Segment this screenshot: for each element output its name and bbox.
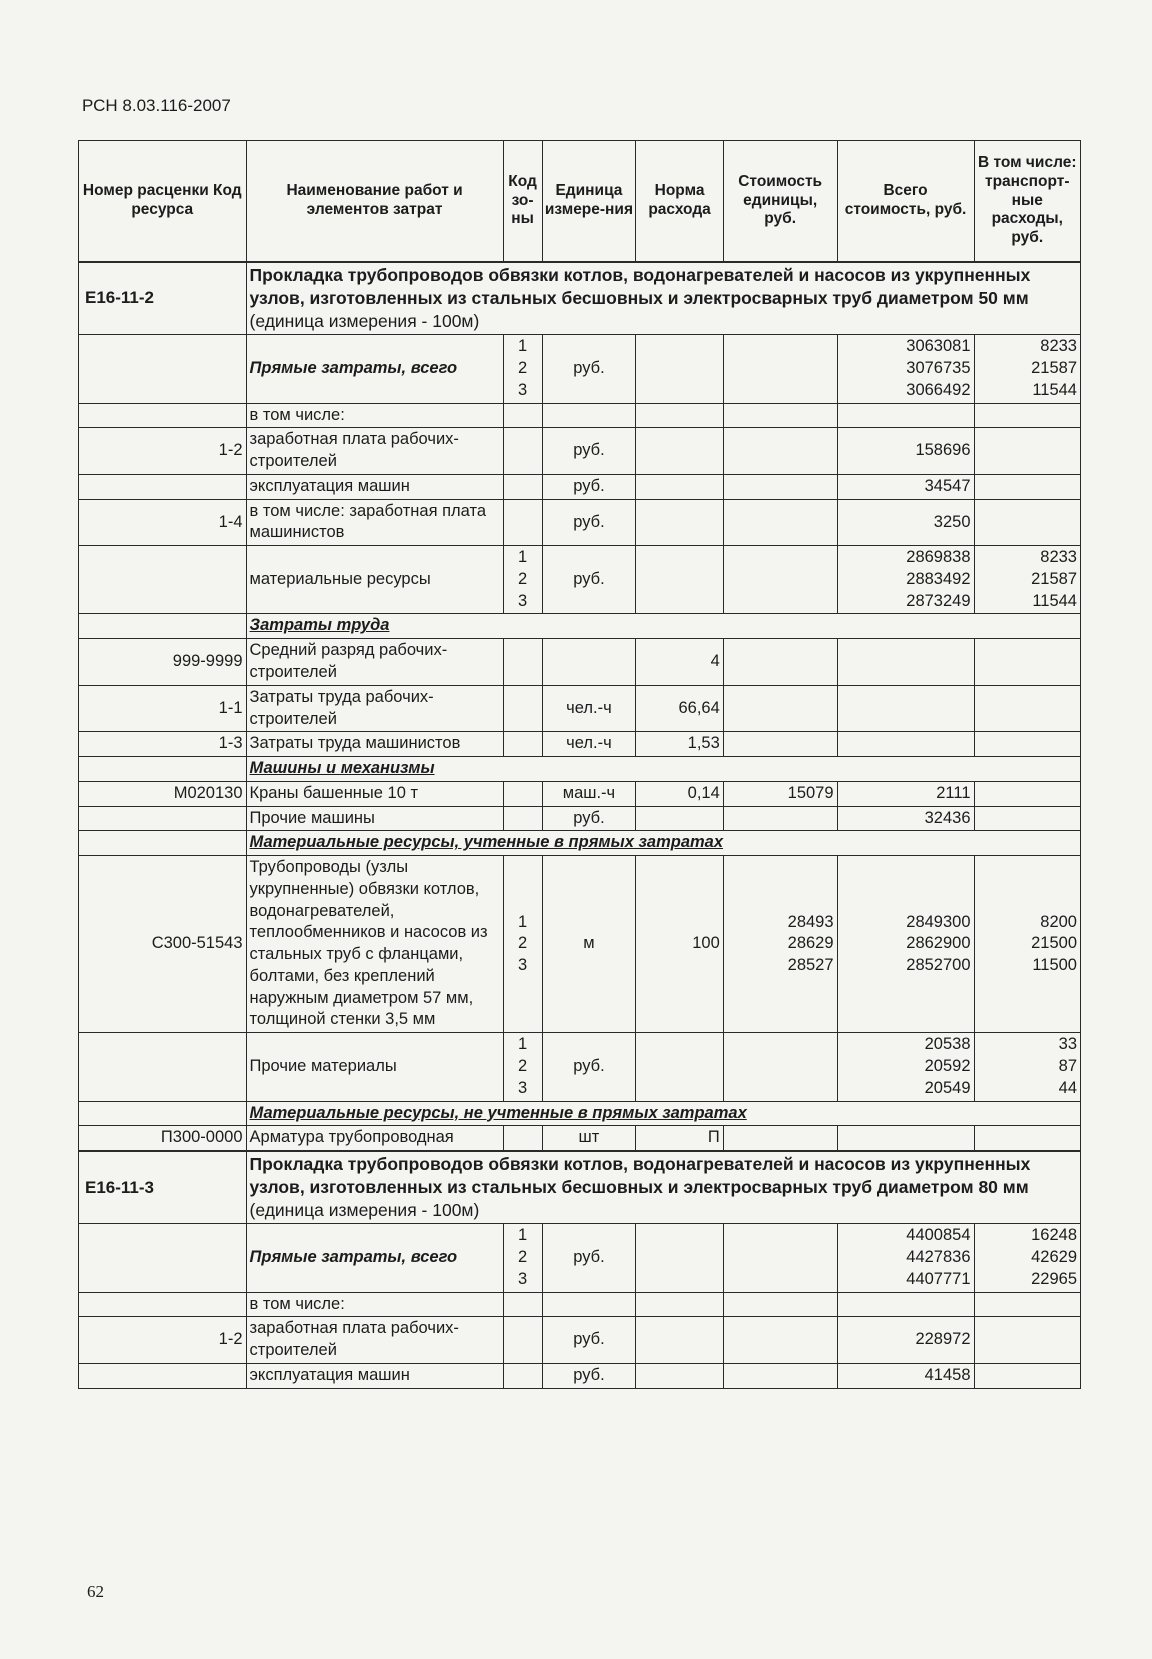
zone-code-value: 1 [517, 1035, 528, 1054]
unit: руб. [542, 1033, 636, 1101]
zone-code [503, 1224, 542, 1292]
section-title [246, 262, 1080, 335]
total-cost-value: 3063081 [906, 337, 971, 356]
total-cost [837, 403, 974, 428]
zone-code-value: 1 [517, 548, 528, 567]
norm [636, 474, 723, 499]
section-title [246, 1151, 1080, 1224]
col-header-unit-cost: Стоимость единицы, руб. [723, 141, 837, 263]
resource-code [79, 1224, 247, 1292]
cost-element-name: в том числе: [246, 403, 503, 428]
zone-code-value: 3 [517, 591, 528, 610]
unit: чел.-ч [542, 685, 636, 732]
table-row [79, 403, 1081, 428]
zone-code [503, 1033, 542, 1101]
cost-element-name: Краны башенные 10 т [246, 781, 503, 806]
total-cost [837, 1224, 974, 1292]
transport-cost-value: 8200 [1040, 912, 1077, 931]
cost-element-name: Прямые затраты, всего [246, 335, 503, 403]
zone-code [503, 403, 542, 428]
transport-cost [974, 1292, 1080, 1317]
zone-code [503, 732, 542, 757]
unit-cost [723, 639, 837, 686]
unit-cost [723, 428, 837, 475]
transport-cost [974, 335, 1080, 403]
total-cost-value: 34547 [924, 476, 971, 495]
norm [636, 403, 723, 428]
zone-code-value: 3 [517, 1269, 528, 1288]
table-row [79, 1126, 1081, 1151]
resource-code: М020130 [79, 781, 247, 806]
zone-code [503, 335, 542, 403]
cost-element-name: в том числе: заработная плата машинистов [246, 499, 503, 546]
resource-code [79, 546, 247, 614]
transport-cost [974, 732, 1080, 757]
col-header-name: Наименование работ и элементов затрат [246, 141, 503, 263]
category-row [79, 757, 1081, 782]
page-number: 62 [87, 1582, 104, 1601]
zone-code-value: 1 [517, 1226, 528, 1245]
resource-code: 1-3 [79, 732, 247, 757]
norm [636, 1363, 723, 1388]
transport-cost-value: 11544 [1032, 380, 1077, 399]
total-cost-value: 3250 [933, 512, 971, 531]
section-title-text: Прокладка трубопроводов обвязки котлов, водонагревателей и насосов из укрупненных узлов, изготовленных из стальных бесшовных и электросварных труб диаметром 80 мм [249, 1154, 1031, 1198]
transport-cost [974, 781, 1080, 806]
resource-code: 1-4 [79, 499, 247, 546]
zone-code-value: 3 [517, 1078, 528, 1097]
unit: руб. [542, 335, 636, 403]
total-cost [837, 1363, 974, 1388]
table-row [79, 546, 1081, 614]
unit-cost-value: 28629 [787, 934, 834, 953]
total-cost [837, 1033, 974, 1101]
unit: руб. [542, 546, 636, 614]
total-cost [837, 639, 974, 686]
unit: руб. [542, 474, 636, 499]
rate-code: Е16-11-2 [79, 262, 247, 335]
norm [636, 499, 723, 546]
total-cost [837, 335, 974, 403]
cost-element-name: Прочие материалы [246, 1033, 503, 1101]
zone-code-value: 2 [517, 1057, 528, 1076]
rate-code: Е16-11-3 [79, 1151, 247, 1224]
transport-cost-value: 21587 [1031, 359, 1077, 378]
category-title-text: Материальные ресурсы, учтенные в прямых затратах [249, 833, 724, 852]
unit-cost [723, 1224, 837, 1292]
col-header-transport: В том числе: транспорт-ные расходы, руб. [974, 141, 1080, 263]
zone-code-value: 3 [517, 956, 528, 975]
resource-code: С300-51543 [79, 856, 247, 1033]
cost-element-name: материальные ресурсы [246, 546, 503, 614]
unit: руб. [542, 1224, 636, 1292]
transport-cost-value: 21500 [1031, 934, 1077, 953]
total-cost-value: 2873249 [906, 591, 971, 610]
unit: руб. [542, 428, 636, 475]
zone-code-value: 1 [517, 337, 528, 356]
total-cost-value: 3076735 [906, 359, 971, 378]
total-cost-value: 2869838 [906, 548, 971, 567]
section-title-row [79, 262, 1081, 335]
norm [636, 1317, 723, 1364]
zone-code [503, 685, 542, 732]
category-code-cell [79, 614, 247, 639]
section-unit-note: (единица измерения - 100м) [249, 311, 480, 332]
col-header-total: Всего стоимость, руб. [837, 141, 974, 263]
zone-code [503, 1317, 542, 1364]
transport-cost-value: 11544 [1032, 591, 1077, 610]
unit [542, 1292, 636, 1317]
zone-code [503, 474, 542, 499]
resource-code: 1-2 [79, 428, 247, 475]
unit-cost [723, 781, 837, 806]
norm: 100 [636, 856, 723, 1033]
zone-code [503, 1292, 542, 1317]
transport-cost-value: 16248 [1031, 1226, 1077, 1245]
total-cost-value: 2852700 [906, 956, 971, 975]
unit-cost [723, 732, 837, 757]
rates-table [78, 140, 1081, 1389]
col-header-norm: Норма расхода [636, 141, 723, 263]
unit-cost-value: 28527 [787, 956, 834, 975]
unit-cost [723, 1317, 837, 1364]
total-cost-value: 4400854 [906, 1226, 971, 1245]
norm [636, 1033, 723, 1101]
total-cost [837, 499, 974, 546]
category-title [246, 831, 1080, 856]
section-unit-note: (единица измерения - 100м) [249, 1200, 480, 1221]
total-cost-value: 2883492 [906, 569, 971, 588]
category-title [246, 1101, 1080, 1126]
table-row [79, 1363, 1081, 1388]
unit [542, 639, 636, 686]
norm [636, 546, 723, 614]
norm: 0,14 [636, 781, 723, 806]
norm [636, 335, 723, 403]
transport-cost-value: 87 [1058, 1057, 1077, 1076]
cost-element-name: Затраты труда рабочих-строителей [246, 685, 503, 732]
norm: 1,53 [636, 732, 723, 757]
resource-code [79, 1033, 247, 1101]
cost-element-name: Затраты труда машинистов [246, 732, 503, 757]
norm: П [636, 1126, 723, 1151]
table-row [79, 781, 1081, 806]
category-title [246, 614, 1080, 639]
unit-cost [723, 335, 837, 403]
cost-element-name: Трубопроводы (узлы укрупненные) обвязки котлов, водонагревателей, теплообменников и насосов из стальных труб с фланцами, болтами, без креплений наружным диаметром 57 мм, толщиной стенки 3,5 мм [246, 856, 503, 1033]
total-cost-value: 32436 [924, 808, 971, 827]
section-title-row [79, 1151, 1081, 1224]
unit: м [542, 856, 636, 1033]
resource-code [79, 1363, 247, 1388]
total-cost-value: 158696 [915, 441, 971, 460]
total-cost [837, 856, 974, 1033]
category-title-text: Машины и механизмы [249, 759, 435, 778]
total-cost-value: 228972 [915, 1330, 971, 1349]
col-header-zone: Код зо-ны [503, 141, 542, 263]
category-code-cell [79, 757, 247, 782]
total-cost [837, 1292, 974, 1317]
unit-cost [723, 546, 837, 614]
table-row [79, 1292, 1081, 1317]
table-body [79, 262, 1081, 1388]
unit: руб. [542, 1317, 636, 1364]
resource-code [79, 1292, 247, 1317]
zone-code [503, 856, 542, 1033]
transport-cost [974, 806, 1080, 831]
col-header-unit: Единица измере-ния [542, 141, 636, 263]
category-title [246, 757, 1080, 782]
category-row [79, 1101, 1081, 1126]
transport-cost [974, 1126, 1080, 1151]
unit-cost [723, 499, 837, 546]
zone-code [503, 806, 542, 831]
zone-code-value: 2 [517, 1248, 528, 1267]
transport-cost-value: 42629 [1031, 1248, 1077, 1267]
col-header-code: Номер расценки Код ресурса [79, 141, 247, 263]
unit: руб. [542, 806, 636, 831]
cost-element-name: в том числе: [246, 1292, 503, 1317]
total-cost-value: 4407771 [906, 1269, 971, 1288]
table-row [79, 806, 1081, 831]
document-header: РСН 8.03.116-2007 [82, 96, 231, 115]
cost-element-name: эксплуатация машин [246, 1363, 503, 1388]
transport-cost-value: 21587 [1031, 569, 1077, 588]
total-cost-value: 41458 [924, 1365, 971, 1384]
zone-code [503, 781, 542, 806]
zone-code [503, 1363, 542, 1388]
transport-cost-value: 8233 [1040, 337, 1077, 356]
total-cost-value: 20538 [924, 1035, 971, 1054]
norm: 66,64 [636, 685, 723, 732]
transport-cost-value: 44 [1058, 1078, 1077, 1097]
category-row [79, 831, 1081, 856]
cost-element-name: Прочие машины [246, 806, 503, 831]
zone-code [503, 546, 542, 614]
category-code-cell [79, 1101, 247, 1126]
table-row [79, 639, 1081, 686]
category-row [79, 614, 1081, 639]
resource-code [79, 806, 247, 831]
table-row [79, 474, 1081, 499]
resource-code [79, 474, 247, 499]
table-header-row [79, 141, 1081, 263]
unit: руб. [542, 1363, 636, 1388]
category-title-text: Затраты труда [249, 616, 390, 635]
unit: маш.-ч [542, 781, 636, 806]
table-row [79, 335, 1081, 403]
cost-element-name: Арматура трубопроводная [246, 1126, 503, 1151]
category-code-cell [79, 831, 247, 856]
zone-code [503, 639, 542, 686]
transport-cost [974, 474, 1080, 499]
zone-code-value: 1 [517, 912, 528, 931]
total-cost [837, 806, 974, 831]
resource-code: 1-1 [79, 685, 247, 732]
unit-cost [723, 685, 837, 732]
transport-cost [974, 1033, 1080, 1101]
total-cost-value: 3066492 [906, 380, 971, 399]
transport-cost [974, 856, 1080, 1033]
transport-cost [974, 685, 1080, 732]
cost-element-name: заработная плата рабочих-строителей [246, 1317, 503, 1364]
norm [636, 806, 723, 831]
total-cost [837, 546, 974, 614]
resource-code: 999-9999 [79, 639, 247, 686]
norm [636, 1224, 723, 1292]
cost-element-name: заработная плата рабочих-строителей [246, 428, 503, 475]
resource-code: П300-0000 [79, 1126, 247, 1151]
table-row [79, 1317, 1081, 1364]
table-row [79, 1033, 1081, 1101]
transport-cost-value: 8233 [1040, 548, 1077, 567]
transport-cost [974, 546, 1080, 614]
cost-element-name: Прямые затраты, всего [246, 1224, 503, 1292]
resource-code [79, 335, 247, 403]
unit-cost [723, 403, 837, 428]
unit-cost [723, 1033, 837, 1101]
total-cost [837, 685, 974, 732]
unit [542, 403, 636, 428]
transport-cost-value: 22965 [1031, 1269, 1077, 1288]
transport-cost [974, 403, 1080, 428]
total-cost [837, 428, 974, 475]
table-row [79, 1224, 1081, 1292]
unit-cost [723, 1126, 837, 1151]
cost-element-name: Средний разряд рабочих-строителей [246, 639, 503, 686]
unit: руб. [542, 499, 636, 546]
zone-code-value: 2 [517, 359, 528, 378]
total-cost [837, 781, 974, 806]
transport-cost [974, 428, 1080, 475]
table-row [79, 499, 1081, 546]
transport-cost [974, 499, 1080, 546]
norm [636, 428, 723, 475]
total-cost-value: 2111 [936, 783, 971, 802]
transport-cost [974, 639, 1080, 686]
total-cost-value: 2849300 [906, 912, 971, 931]
norm [636, 1292, 723, 1317]
table-row [79, 732, 1081, 757]
zone-code [503, 1126, 542, 1151]
total-cost-value: 2862900 [906, 934, 971, 953]
resource-code [79, 403, 247, 428]
transport-cost-value: 33 [1058, 1035, 1077, 1054]
unit-cost [723, 856, 837, 1033]
unit-cost [723, 1292, 837, 1317]
zone-code-value: 2 [517, 569, 528, 588]
zone-code [503, 428, 542, 475]
transport-cost [974, 1224, 1080, 1292]
zone-code-value: 3 [517, 380, 528, 399]
total-cost [837, 1317, 974, 1364]
norm: 4 [636, 639, 723, 686]
table-row [79, 856, 1081, 1033]
zone-code-value: 2 [517, 934, 528, 953]
transport-cost [974, 1363, 1080, 1388]
transport-cost [974, 1317, 1080, 1364]
zone-code [503, 499, 542, 546]
unit-cost-value: 15079 [787, 783, 834, 802]
category-title-text: Материальные ресурсы, не учтенные в прямых затратах [249, 1103, 747, 1122]
section-title-text: Прокладка трубопроводов обвязки котлов, водонагревателей и насосов из укрупненных узлов, изготовленных из стальных бесшовных и электросварных труб диаметром 50 мм [249, 265, 1031, 309]
transport-cost-value: 11500 [1032, 956, 1077, 975]
unit-cost [723, 1363, 837, 1388]
total-cost-value: 20592 [924, 1057, 971, 1076]
resource-code: 1-2 [79, 1317, 247, 1364]
unit-cost-value: 28493 [787, 912, 834, 931]
table-row [79, 428, 1081, 475]
total-cost [837, 732, 974, 757]
total-cost [837, 1126, 974, 1151]
unit-cost [723, 806, 837, 831]
total-cost [837, 474, 974, 499]
unit: чел.-ч [542, 732, 636, 757]
total-cost-value: 20549 [924, 1078, 971, 1097]
total-cost-value: 4427836 [906, 1248, 971, 1267]
unit-cost [723, 474, 837, 499]
unit: шт [542, 1126, 636, 1151]
table-row [79, 685, 1081, 732]
cost-element-name: эксплуатация машин [246, 474, 503, 499]
